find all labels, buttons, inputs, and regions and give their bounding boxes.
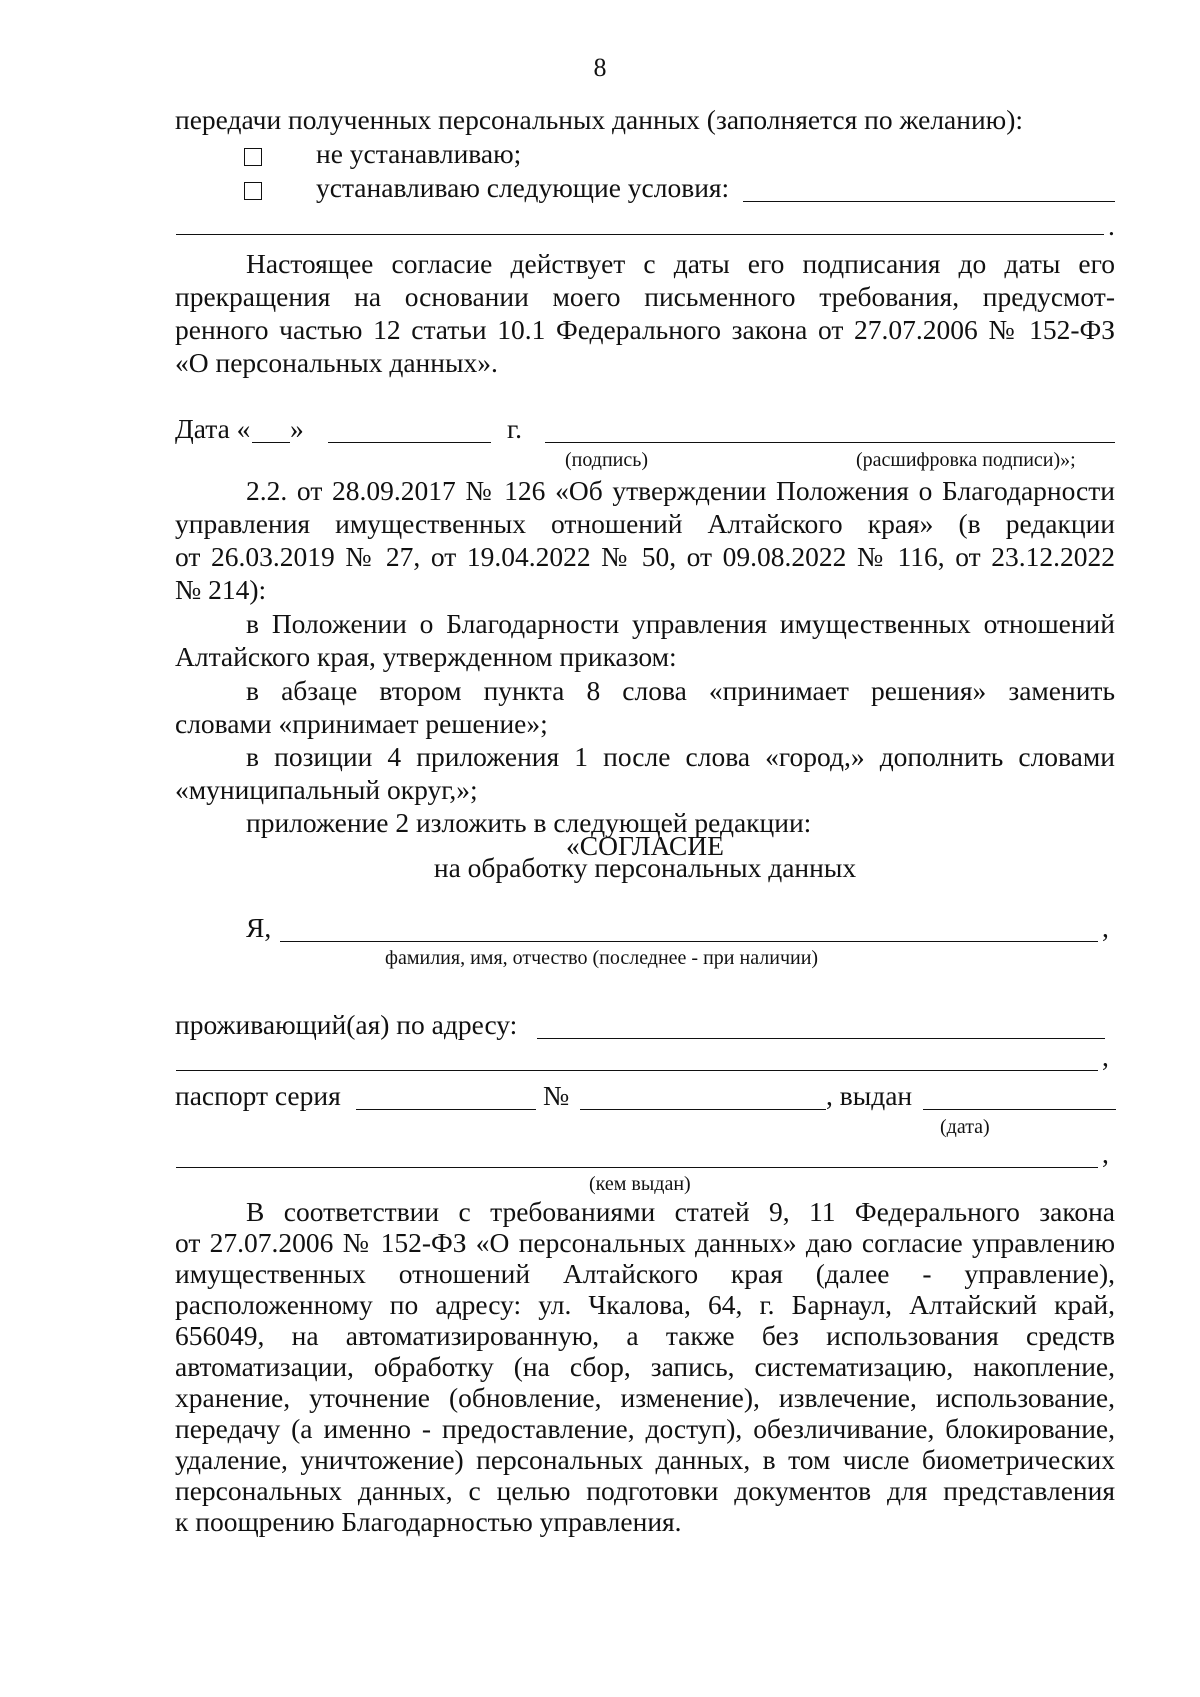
passport-series-label: паспорт серия	[175, 1080, 341, 1111]
address-field-line[interactable]	[537, 1038, 1105, 1039]
date-month-line[interactable]	[328, 442, 491, 443]
conditions-period: .	[1108, 210, 1115, 241]
validity-line-3: ренного частью 12 статьи 10.1 Федерального закона от 27.07.2006 № 152-ФЗ	[175, 314, 1115, 345]
issuer-caption: (кем выдан)	[589, 1173, 691, 1195]
address-comma: ,	[1102, 1041, 1109, 1072]
signature-line[interactable]	[545, 442, 1115, 443]
date-mid: »	[290, 413, 304, 444]
consent-text-line-4: расположенному по адресу: ул. Чкалова, 64, г. Барнаул, Алтайский край,	[175, 1289, 1115, 1320]
consent-text-line-8: передачу (а именно - предоставление, доступ), обезличивание, блокирование,	[175, 1413, 1115, 1444]
conditions-field-line[interactable]	[743, 201, 1115, 202]
consent-text-line-5: 656049, на автоматизированную, а также без использования средств	[175, 1320, 1115, 1351]
consent-text-line-10: персональных данных, с целью подготовки документов для представления	[175, 1475, 1115, 1506]
fio-comma: ,	[1102, 912, 1109, 943]
amendment-2-line-1: в абзаце втором пункта 8 слова «принимает решения» заменить	[246, 675, 1115, 706]
passport-number-line[interactable]	[580, 1109, 826, 1110]
amendment-3-line-2: «муниципальный округ,»;	[175, 774, 478, 805]
address-field-line-2[interactable]	[176, 1070, 1098, 1071]
section-22-line-4: № 214):	[175, 574, 267, 605]
option-not-set-label: не устанавливаю;	[316, 138, 522, 169]
date-day-line[interactable]	[252, 442, 290, 443]
section-22-line-3: от 26.03.2019 № 27, от 19.04.2022 № 50, от 09.08.2022 № 116, от 23.12.2022	[175, 541, 1115, 572]
date-year-label: г.	[507, 413, 523, 444]
validity-line-4: «О персональных данных».	[175, 347, 498, 378]
issuer-field-line[interactable]	[176, 1167, 1098, 1168]
signature-caption: (подпись)	[565, 449, 649, 471]
passport-issued-label: , выдан	[826, 1080, 913, 1111]
section-22-line-1: 2.2. от 28.09.2017 № 126 «Об утверждении Положения о Благодарности	[246, 475, 1115, 506]
fio-field-line[interactable]	[280, 941, 1098, 942]
consent-i-label: Я,	[246, 912, 272, 943]
validity-line-1: Настоящее согласие действует с даты его подписания до даты его	[246, 248, 1115, 279]
fio-caption: фамилия, имя, отчество (последнее - при наличии)	[385, 947, 819, 969]
signature-decode-caption: (расшифровка подписи)»;	[856, 449, 1076, 471]
passport-date-caption: (дата)	[940, 1116, 990, 1138]
passport-date-line[interactable]	[923, 1109, 1116, 1110]
passport-number-label: №	[543, 1080, 570, 1111]
validity-line-2: прекращения на основании моего письменного требования, предусмот-	[175, 281, 1115, 312]
intro-line: передачи полученных персональных данных (заполняется по желанию):	[175, 104, 1024, 135]
consent-text-line-3: имущественных отношений Алтайского края (далее - управление),	[175, 1258, 1115, 1289]
checkbox-not-set[interactable]	[244, 148, 262, 166]
checkbox-set-conditions[interactable]	[244, 182, 262, 200]
consent-title: «СОГЛАСИЕ	[566, 830, 724, 861]
consent-text-line-11: к поощрению Благодарностью управления.	[175, 1506, 682, 1537]
consent-text-line-7: хранение, уточнение (обновление, изменение), извлечение, использование,	[175, 1382, 1115, 1413]
address-label: проживающий(ая) по адресу:	[175, 1009, 518, 1040]
consent-text-line-2: от 27.07.2006 № 152-ФЗ «О персональных данных» даю согласие управлению	[175, 1227, 1115, 1258]
issuer-comma: ,	[1102, 1138, 1109, 1169]
passport-series-line[interactable]	[356, 1109, 536, 1110]
conditions-field-line-2[interactable]	[176, 234, 1104, 235]
consent-text-line-9: удаление, уничтожение) персональных данных, в том числе биометрических	[175, 1444, 1115, 1475]
option-set-conditions-label: устанавливаю следующие условия:	[316, 172, 730, 203]
consent-text-line-6: автоматизации, обработку (на сбор, запись, систематизацию, накопление,	[175, 1351, 1115, 1382]
consent-text-line-1: В соответствии с требованиями статей 9, 11 Федерального закона	[246, 1196, 1115, 1227]
date-prefix: Дата «	[175, 413, 251, 444]
consent-subtitle: на обработку персональных данных	[433, 852, 857, 883]
section-22-line-2: управления имущественных отношений Алтайского края» (в редакции	[175, 508, 1115, 539]
amendment-3-line-1: в позиции 4 приложения 1 после слова «город,» дополнить словами	[246, 741, 1115, 772]
amendment-4-line: приложение 2 изложить в следующей редакции:	[246, 807, 812, 838]
amendment-1-line-2: Алтайского края, утвержденном приказом:	[175, 641, 677, 672]
page-number: 8	[593, 53, 607, 82]
amendment-2-line-2: словами «принимает решение»;	[175, 708, 548, 739]
amendment-1-line-1: в Положении о Благодарности управления имущественных отношений	[246, 608, 1115, 639]
